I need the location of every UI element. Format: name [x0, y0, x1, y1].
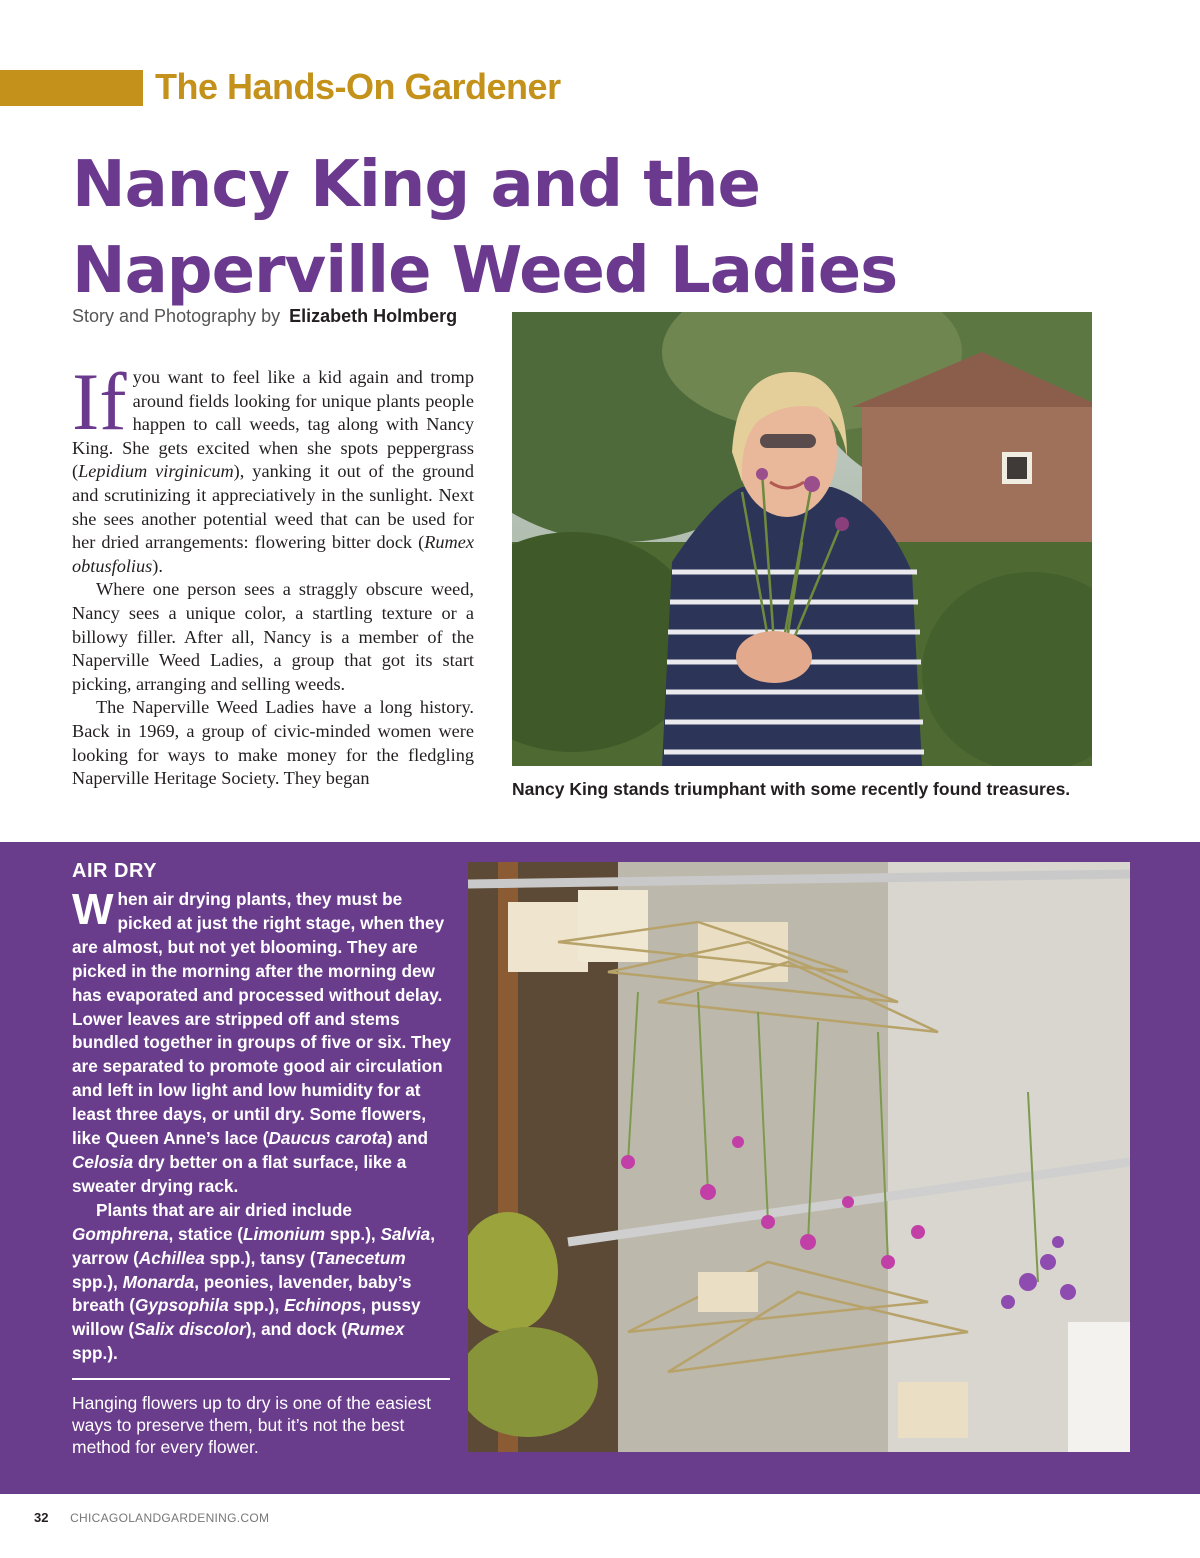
sidebar-text: spp.),: [325, 1223, 381, 1244]
sidebar-body: [72, 885, 452, 1366]
section-label: The Hands-On Gardener: [155, 66, 561, 107]
body-paragraph: The Naperville Weed Ladies have a long history. Back in 1969, a group of civic-minded women were looking for ways to make money for the fledgling Naperville Heritage Society. They began: [72, 697, 474, 789]
body-text: you want to feel like a kid again and tromp around fields looking for unique plants people happen to call weeds, tag along with Nancy King. She gets excited when she spots peppergrass (: [72, 367, 474, 482]
sidebar-divider: [72, 1378, 450, 1380]
species-name: Salix discolor: [134, 1319, 246, 1340]
site-url: CHICAGOLANDGARDENING.COM: [70, 1511, 270, 1525]
title-line-2: Naperville Weed Ladies: [72, 234, 898, 308]
species-name: Tanecetum: [315, 1247, 406, 1268]
sidebar-text: spp.),: [228, 1295, 285, 1316]
page-footer: [34, 1510, 269, 1525]
species-name: Rumex: [347, 1319, 405, 1340]
drop-cap: If: [72, 356, 127, 447]
byline: [72, 306, 457, 327]
byline-author: Elizabeth Holmberg: [289, 306, 458, 326]
sidebar-text: , statice (: [168, 1223, 243, 1244]
page-number: 32: [34, 1510, 49, 1525]
species-name: Echinops: [284, 1295, 362, 1316]
species-name: Rumex obtusfolius: [72, 532, 474, 576]
sidebar-text: spp.).: [72, 1343, 118, 1364]
sidebar-text: Plants that are air dried include: [96, 1199, 352, 1220]
sidebar-text: , peonies, lavender, baby’s breath (: [72, 1271, 412, 1316]
species-name: Salvia: [380, 1223, 431, 1244]
species-name: Achillea: [138, 1247, 205, 1268]
species-name: Lepidium virginicum: [78, 461, 234, 482]
body-paragraph: Where one person sees a straggly obscure weed, Nancy sees a unique color, a startling texture or a billowy filler. After all, Nancy is a member of the Naperville Weed Ladies, a group that got its start picking, arranging and selling weeds.: [72, 579, 474, 694]
sidebar-text: , pussy willow (: [72, 1295, 421, 1340]
air-dry-sidebar: [0, 842, 1200, 1494]
species-name: Gomphrena: [72, 1223, 169, 1244]
sidebar-text: spp.),: [72, 1271, 123, 1292]
byline-prefix: Story and Photography by: [72, 306, 281, 326]
sidebar-text: hen air drying plants, they must be picked at just the right stage, when they are almost, but not yet blooming. They are picked in the morning after the morning dew has evaporated and processed without delay. Lower leaves are stripped off and stems bundled together in groups of five or six. They are separated to promote good air circulation and left in low light and low humidity for at least three days, or until dry. Some flowers, like Queen Anne’s lace (: [72, 889, 452, 1149]
body-text: ).: [152, 555, 163, 576]
nancy-king-photo: [512, 312, 1092, 766]
photo-caption: Nancy King stands triumphant with some recently found treasures.: [512, 779, 1071, 799]
sidebar-text: ), and dock (: [245, 1319, 348, 1340]
sidebar-text: dry better on a flat surface, like a sweater drying rack.: [72, 1151, 407, 1196]
sidebar-heading: AIR DRY: [72, 860, 157, 882]
sidebar-text: spp.), tansy (: [204, 1247, 316, 1268]
species-name: Daucus carota: [268, 1128, 387, 1149]
section-color-bar: [0, 70, 143, 106]
sidebar-text: ) and: [386, 1128, 428, 1149]
sidebar-caption: Hanging flowers up to dry is one of the easiest ways to preserve them, but it’s not the best method for every flower.: [72, 1393, 431, 1457]
sidebar-paragraph: [72, 885, 452, 1199]
species-name: Monarda: [122, 1271, 195, 1292]
species-name: Gypsophila: [135, 1295, 229, 1316]
sidebar-drop-cap: W: [72, 885, 114, 934]
article-title: [72, 142, 1132, 314]
species-name: Limonium: [242, 1223, 326, 1244]
body-paragraph: [72, 356, 474, 578]
species-name: Celosia: [72, 1151, 134, 1172]
sidebar-paragraph: [72, 1199, 452, 1366]
title-line-1: Nancy King and the: [72, 148, 760, 222]
hanging-flowers-photo: [468, 862, 1130, 1452]
article-body: [72, 356, 474, 791]
body-text: ), yanking it out of the ground and scrutinizing it appreciatively in the sunlight. Next she sees another potential weed that can be used for her dried arrangements: flowering bitter dock (: [72, 461, 474, 553]
sidebar-text: , yarrow (: [72, 1223, 435, 1268]
